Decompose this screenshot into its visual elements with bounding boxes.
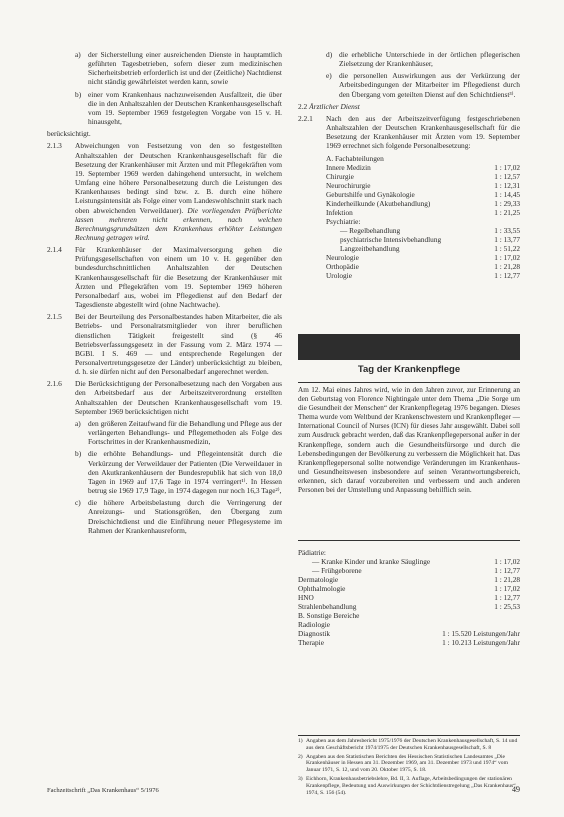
table-row xyxy=(326,244,520,253)
footnote-number: 3) xyxy=(298,775,303,782)
table-row xyxy=(298,638,520,647)
left-column xyxy=(47,50,282,538)
table-subheader: B. Sonstige Bereiche xyxy=(298,611,360,620)
row-label: Neurologie xyxy=(326,252,359,262)
rates-table xyxy=(326,154,520,280)
row-label: Kinderheilkunde (Akutbehandlung) xyxy=(326,198,431,208)
list-item: e) die personellen Auswirkungen aus der Verkürzung der Arbeitsbedingungen der Mitarbeiter im Pflegedienst durch den Übergang vom geteilten Dienst auf den Schichtdienst³⁾. xyxy=(326,71,520,99)
table-row xyxy=(326,235,520,244)
table-row xyxy=(326,253,520,262)
row-label: Infektion xyxy=(326,207,353,217)
row-value: 1 : 14,45 xyxy=(494,189,520,199)
row-label: psychiatrische Intensivbehandlung xyxy=(340,234,442,244)
table-row xyxy=(298,629,520,638)
row-label: Orthopädie xyxy=(326,261,359,271)
footnote-divider xyxy=(298,735,520,736)
rates-table-continued xyxy=(298,548,520,647)
row-label: Geburtshilfe und Gynäkologie xyxy=(326,189,415,199)
list-item: c) die höhere Arbeitsbelastung durch die Verringerung der Anreizungs- und Stationsgrößen, den Übergang zum Dreischichtdienst und die Einführung neuer Pflegesysteme im Rahmen der Krankenhausreform, xyxy=(75,498,282,535)
right-column xyxy=(298,50,520,280)
table-row xyxy=(326,262,520,271)
section-2-1-3: 2.1.3 Abweichungen von Festsetzung von den so festgestellten Anhaltszahlen der Deutschen Krankenhausgesellschaft für die Besetzung der Krankenhäuser mit Ärzten und mit Pflegekräften vom 19. September 1969 werden dahingehend untersucht, in welchem Umfang eine höhere Personalbesetzung durch die Leistungen des Krankenhauses bedingt sind bzw. z. B. durch eine höhere Leistungsintensität als Folge einer vom Landeswohlschnitt stark nach oben abweichenden Verweildauer). Die vorliegenden Prüfberichte lassen mehreren nicht erkennen, nach welchen Berechnungsgrundsätzen dem Krankenhaus erhöhter Leistungen Rechnung getragen wird. xyxy=(47,141,282,242)
paragraph: berücksichtigt. xyxy=(47,129,91,139)
announcement-banner xyxy=(298,334,520,383)
footnote-number: 1) xyxy=(298,738,303,744)
row-value: 1 : 17,02 xyxy=(494,162,520,172)
table-row xyxy=(298,557,520,566)
list-item: d) die erhebliche Unterschiede in der örtlichen pflegerischen Zielsetzung der Krankenhäuser, xyxy=(326,50,520,69)
table-row xyxy=(298,602,520,611)
row-value: 1 : 21,28 xyxy=(494,575,520,584)
table-row xyxy=(298,575,520,584)
table-row xyxy=(326,172,520,181)
table-row xyxy=(326,199,520,208)
table-subheader: Radiologie xyxy=(298,620,331,629)
row-label: Ophthalmologie xyxy=(298,584,346,593)
row-label: Therapie xyxy=(298,638,324,647)
section-2-1-6: 2.1.6 Die Berücksichtigung der Personalbesetzung nach den Vorgaben aus den Arbeitsbedarf aus der Arbeitszeitverordnung erstellten Anhaltszahlen der Deutschen Krankenhausgesellschaft vom 19. September 1969 berücksichtigen nicht xyxy=(47,379,282,416)
table-row xyxy=(326,208,520,217)
table-row xyxy=(298,584,520,593)
row-value: 1 : 21,28 xyxy=(494,261,520,271)
footnotes xyxy=(298,738,520,798)
row-label: Urologie xyxy=(326,270,352,280)
section-2-2-1: 2.2.1 Nach den aus der Arbeitszeitverfügung festgeschriebenen Anhaltszahlen der Deutschen Krankenhausgesellschaft für die Besetzung der Krankenhäuser mit Ärzten vom 19. September 1969 errechnet sich folgende Personalbesetzung: xyxy=(298,113,520,151)
row-value: 1 : 17,02 xyxy=(494,584,520,593)
row-label: HNO xyxy=(298,593,314,602)
table-header: A. Fachabteilungen xyxy=(326,153,384,163)
table-row xyxy=(298,566,520,575)
row-label: — Regelbehandlung xyxy=(340,225,401,235)
list-item: a) der Sicherstellung einer ausreichenden Dienste in hauptamtlich geführten Tagesbetrieben, sofern dieser zum medizinischen Sicherheitsbetrieb erforderlich ist und der (Zeitliche) Nachtdienst nicht ständig gewährleistet werden kann, sowie xyxy=(75,50,282,87)
row-value: 1 : 10.213 Leistungen/Jahr xyxy=(442,638,520,647)
footnote xyxy=(298,738,520,752)
footnote-text: Eichhorn, Krankenhausbetriebslehre, Bd. II, 3. Auflage, Arbeitsbedingungen der stationären Krankenpflege, Bedeutung und Auswirkungen der Schichtdienstregelung „Das Krankenhaus“, 1974, S. 156 (54). xyxy=(306,775,518,796)
row-label: Neurochirurgie xyxy=(326,180,371,190)
footnote xyxy=(298,776,520,796)
table-row xyxy=(326,163,520,172)
table-row xyxy=(298,593,520,602)
table-row xyxy=(326,226,520,235)
list-item: a) den größeren Zeitaufwand für die Behandlung und Pflege aus der verlängerten Behandlungs- und Pflegemethoden als Folge des Fortschrittes in der Krankenhausmedizin, xyxy=(75,418,282,447)
row-label: Psychiatrie: xyxy=(326,216,361,226)
row-label: Chirurgie xyxy=(326,171,354,181)
row-label: Dermatologie xyxy=(298,575,339,584)
table-header: Pädiatrie: xyxy=(298,548,326,557)
list-item: b) einer vom Krankenhaus nachzuweisenden Ausfallzeit, die über die in den Anhaltszahlen der Deutschen Krankenhausgesellschaft vom 19. September 1969 festgelegten Vorgabe von 15 v. H. hinausgeht, xyxy=(75,89,282,127)
row-label: Strahlenbehandlung xyxy=(298,602,357,611)
footnote xyxy=(298,754,520,774)
footnote-text: Angaben aus den Statistischen Berichten des Hessischen Statistischen Landesamtes „Die Krankenhäuser in Hessen am 31. Dezember 1969, am 31. Dezember 1973 und 1974“ vom Januar 1971, S. 12, und vom 20. Oktober 1975, S. 18. xyxy=(306,753,508,774)
row-value: 1 : 17,02 xyxy=(494,252,520,262)
table-row xyxy=(326,271,520,280)
row-value: 1 : 25,53 xyxy=(494,602,520,611)
row-value: 1 : 33,55 xyxy=(494,225,520,235)
table-row xyxy=(326,181,520,190)
article-text: Am 12. Mai eines Jahres wird, wie in den Jahren zuvor, zur Erinnerung an den Geburtstag von Florence Nightingale unter dem Thema „Die Sorge um die Gesundheit der Menschen“ der Krankenpflegetag 1976 begangen. Dieses Thema wurde vom Weltbund der Krankenschwestern und Krankenpfleger — International Council of Nurses (ICN) für dieses Jahr ausgewählt. Dabei soll zum Ausdruck gebracht werden, daß das Krankenpflegepersonal außer in der Krankenpflege, sondern auch die Gesundheitsfürsorge und durch die Lebensbedingungen der Bevölkerung zu verbessern die Möglichkeit hat. Das Krankenpflegepersonal sollte notwendige Veränderungen im Krankenhaus- und Gesundheitswesen insbesondere auf seinen Verantwortungsbereich, erkennen, sich darauf vorzubereiten und verbessern und auch anderen Personen bei der Umstellung und Anpassung behilflich sein. xyxy=(298,386,520,495)
table-row xyxy=(326,190,520,199)
row-value: 1 : 15.520 Leistungen/Jahr xyxy=(442,629,520,638)
row-label: Diagnostik xyxy=(298,629,331,638)
row-value: 1 : 21,25 xyxy=(494,207,520,217)
footnote-text: Angaben aus dem Jahresbericht 1975/1976 der Deutschen Krankenhausgesellschaft, S. 14 und aus dem Geschäftsbericht 1974/1975 der Deutschen Krankenhausgesellschaft, S. 8 xyxy=(306,738,518,751)
row-value: 1 : 29,33 xyxy=(494,198,520,208)
page-number: 49 xyxy=(512,785,520,794)
table-row xyxy=(326,217,520,226)
section-2-1-4: 2.1.4 Für Krankenhäuser der Maximalversorgung gehen die Prüfungsgesellschaften von einem um 10 v. H. gegenüber den bundesdurchschnittlichen Anhaltszahlen der Deutschen Krankenhausgesellschaft für die Besetzung der Krankenhäuser mit Ärzten und Pflegekräften vom 19. September 1969 höheren Personalbedarf aus, wobei im Pflegedienst auf den Bedarf der Tagesdienste abgestellt wird (ohne Nachtwache). xyxy=(47,245,282,310)
row-label: — Frühgeborene xyxy=(312,566,362,575)
footnote-number: 2) xyxy=(298,753,303,760)
row-label: — Kranke Kinder und kranke Säuglinge xyxy=(312,557,431,566)
row-label: Langzeitbehandlung xyxy=(340,243,400,253)
row-label: Innere Medizin xyxy=(326,162,371,172)
row-value: 1 : 12,57 xyxy=(494,171,520,181)
row-value: 1 : 13,77 xyxy=(494,234,520,244)
row-value: 1 : 12,77 xyxy=(494,566,520,575)
divider xyxy=(298,540,520,541)
banner-graphic xyxy=(298,334,520,360)
row-value: 1 : 17,02 xyxy=(494,557,520,566)
row-value xyxy=(476,217,520,226)
row-value: 1 : 12,77 xyxy=(494,270,520,280)
section-2-1-5: 2.1.5 Bei der Beurteilung des Personalbestandes haben Mitarbeiter, die als Betriebs- und Personalratsmitglieder von ihrer beruflichen dienstlichen Tätigkeit freigestellt sind (§ 46 Betriebsverfassungsgesetz in der Fassung vom 2. März 1974 — BGBl. I S. 469 — und entsprechende Regelungen der Personalvertretungsgesetze der Länder) unberücksichtigt zu bleiben, d. h. sie dürfen nicht auf den Personalbedarf angerechnet werden. xyxy=(47,312,282,377)
row-value: 1 : 12,77 xyxy=(494,593,520,602)
banner-title: Tag der Krankenpflege xyxy=(357,364,461,375)
row-value: 1 : 51,22 xyxy=(494,243,520,253)
section-heading: 2.2 Ärztlicher Dienst xyxy=(298,101,360,111)
row-value: 1 : 12,31 xyxy=(494,180,520,190)
list-item: b) die erhöhte Behandlungs- und Pflegeintensität durch die Verkürzung der Verweildauer der Patienten (Die Verweildauer in den Akutkrankenhäusern der Bundesrepublik hat sich von 18,0 Tagen in 1969 auf 17,6 Tage in 1974 verringert¹⁾. In Hessen betrug sie 1969 17,9 Tage, in 1974 dagegen nur noch 16,3 Tage²⁾, xyxy=(75,449,282,496)
footer-source: Fachzeitschrift „Das Krankenhaus“ 5/1976 xyxy=(47,787,159,794)
